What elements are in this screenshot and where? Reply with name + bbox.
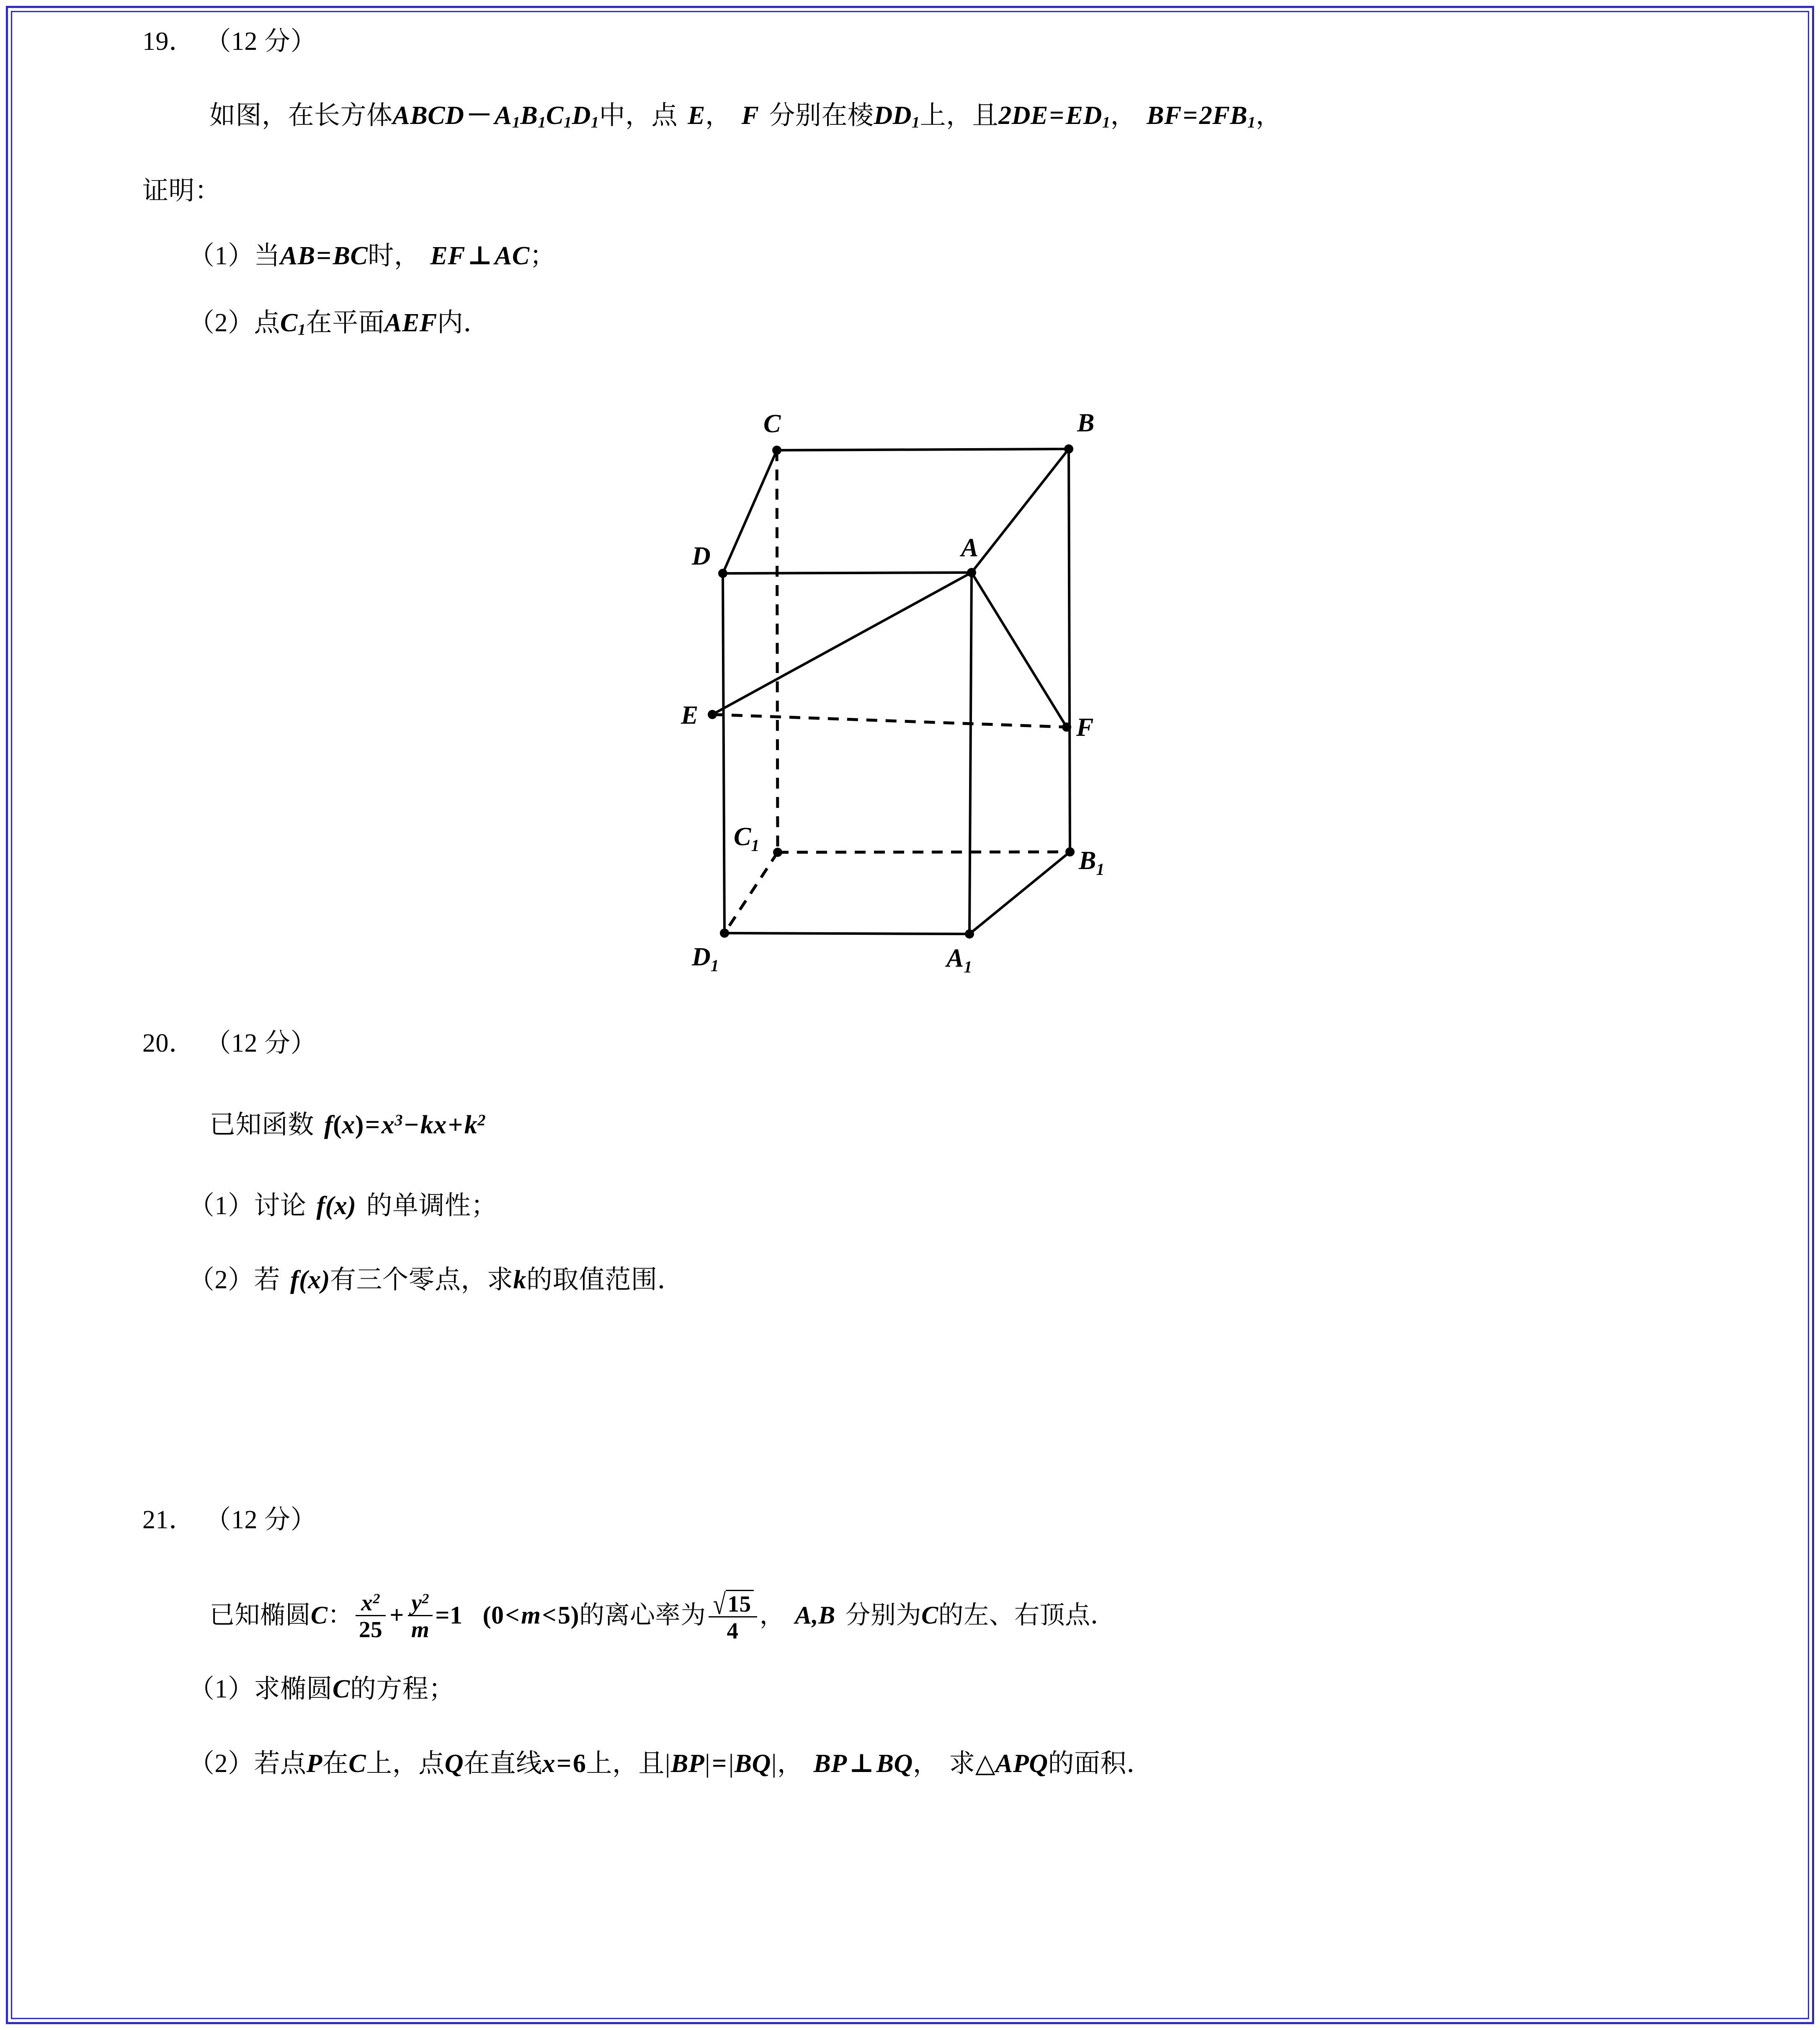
eq2-right: 2FB [1199, 101, 1248, 130]
p21-sub2-p: P [306, 1749, 322, 1778]
sub1-perp-left: EF [430, 242, 466, 270]
solid-a: A [494, 101, 512, 130]
solid-d: D [572, 101, 591, 130]
prove-label-text: 证明： [142, 177, 221, 205]
perp-icon: ⊥ [467, 242, 493, 270]
p21-stem-end: ． [1090, 1601, 1116, 1629]
solid-edges [712, 449, 1070, 934]
fn-eq: = [365, 1111, 380, 1139]
p21-sub1-text-b: 的方程； [350, 1675, 455, 1703]
p21-curve-c: C [311, 1601, 328, 1629]
p21-sub2-bq1: BQ [734, 1749, 771, 1778]
p21-range-m: m [521, 1601, 541, 1629]
vertex-label-E: E [681, 701, 699, 730]
sqrt-icon: √15 [712, 1590, 754, 1615]
vertex-label-C: C [763, 410, 781, 438]
p20-sub2-text-a: 若 [254, 1266, 281, 1294]
p21-plus: + [389, 1601, 404, 1629]
eq2-op: = [1183, 101, 1198, 130]
fn-kx: kx [420, 1111, 447, 1139]
p21-sub2-bp2: BP [813, 1749, 847, 1778]
p21-stem-mid: 的离心率为 [579, 1601, 706, 1629]
solid-a-index: 1 [512, 113, 521, 132]
problem-20-sub2 [188, 1267, 683, 1293]
sub2-point: C [280, 309, 298, 337]
p21-sub2-c: C [348, 1749, 366, 1778]
fn-k-power: 2 [477, 1111, 486, 1129]
p21-sub2-text-e: 上，且 [586, 1749, 665, 1778]
problem-19-stem [209, 103, 1282, 131]
point-e-label: E [688, 101, 705, 130]
p21-vertices-ab: A,B [795, 1601, 835, 1629]
p20-sub2-end: ． [657, 1266, 684, 1294]
sub1-marker: （1） [188, 242, 254, 270]
frac2-den: m [411, 1617, 430, 1643]
problem-21-heading [142, 1507, 317, 1533]
vertex-label-B1: $B_1$ [1079, 846, 1105, 879]
edge-dd1-index: 1 [911, 113, 920, 132]
sub1-text-a: 当 [254, 242, 281, 270]
p21-eq-one: =1 [435, 1601, 463, 1629]
vertex-label-F: F [1076, 713, 1094, 742]
solid-c-index: 1 [563, 113, 572, 132]
p20-sub2-text-c: 的取值范围 [526, 1266, 657, 1294]
solid-b-index: 1 [538, 113, 547, 132]
sub2-text-a: 点 [254, 309, 281, 337]
fn-minus: − [404, 1111, 419, 1139]
solid-dash: － [466, 101, 492, 130]
p21-colon: ： [327, 1601, 353, 1629]
fn-arg: x [342, 1111, 355, 1139]
problem-21-points: （12 分） [205, 1506, 317, 1534]
p21-sub2-line-eq: = [557, 1749, 572, 1778]
problem-19-points: （12 分） [205, 27, 317, 56]
sub1-perp-right: AC [495, 242, 530, 270]
sub1-eq-left: AB [280, 242, 315, 270]
p21-sub2-text-a: 若点 [254, 1749, 307, 1778]
p21-comma: ， [759, 1601, 785, 1629]
p21-range-lt2: < [542, 1601, 557, 1629]
problem-19-sub2 [188, 310, 490, 338]
solid-c: C [546, 101, 564, 130]
eq1-left: 2DE [998, 101, 1048, 130]
p21-sub1-text-a: 求椭圆 [254, 1675, 333, 1703]
ecc-den: 4 [727, 1618, 739, 1644]
cuboid-figure [653, 402, 1177, 997]
p21-stem-tail: 分别为 [845, 1601, 922, 1629]
p21-sub2-text-b: 在 [322, 1749, 349, 1778]
p21-sub1-marker: （1） [188, 1675, 254, 1703]
p21-sub2-end: ． [1127, 1749, 1153, 1778]
p20-sub2-marker: （2） [188, 1266, 254, 1294]
edge-dd1: DD [874, 101, 912, 130]
problem-20-number: 20． [142, 1029, 195, 1058]
sub1-end: ； [529, 242, 556, 270]
p21-sub2-text-d: 在直线 [464, 1749, 542, 1778]
problem-19-prove-label [142, 178, 221, 204]
fn-x: x [381, 1111, 395, 1139]
ellipse-frac-y [408, 1591, 433, 1641]
sub1-eq-op: = [316, 242, 332, 270]
vertex-label-C1: $C_1$ [734, 823, 760, 855]
p21-sub2-line-x: x [542, 1749, 556, 1778]
problem-21-number: 21． [142, 1506, 195, 1534]
eq1-op: = [1049, 101, 1065, 130]
problem-20-stem [209, 1112, 486, 1138]
sub2-marker: （2） [188, 309, 254, 337]
solid-d-index: 1 [590, 113, 599, 132]
p21-sub2-text-f: 求 [949, 1749, 975, 1778]
perp-icon-2: ⊥ [849, 1749, 874, 1778]
p21-sub2-comma2: ， [913, 1749, 939, 1778]
eq1-right: ED [1065, 101, 1102, 130]
p21-sub2-bp1: BP [670, 1749, 705, 1778]
sub2-text-c: 内 [437, 309, 464, 337]
problem-19-heading [142, 28, 317, 54]
fn-arg-close: ) [355, 1111, 364, 1139]
eq1-right-index: 1 [1102, 113, 1111, 132]
point-f-label: F [741, 101, 759, 130]
p20-sub1-fn: f(x) [316, 1192, 356, 1220]
p20-sub2-var: k [513, 1266, 526, 1294]
p21-sub2-marker: （2） [188, 1749, 254, 1778]
vertex-label-B: B [1077, 409, 1095, 437]
frac1-num-x: x [361, 1590, 373, 1615]
hidden-edges [712, 450, 1070, 933]
p21-sub2-q: Q [444, 1749, 464, 1778]
problem-19-stem-mid3: 上，且 [920, 101, 999, 130]
p21-range-open: (0 [482, 1601, 504, 1629]
vertex-label-D1: $D_1$ [692, 943, 719, 975]
triangle-icon: △ [975, 1749, 995, 1778]
frac2-num-pow: 2 [422, 1591, 429, 1607]
sub1-eq-right: BC [333, 242, 368, 270]
p21-sub2-line-val: 6 [572, 1749, 586, 1778]
p21-sub2-comma: ， [777, 1749, 804, 1778]
fn-plus: + [448, 1111, 463, 1139]
problem-21-stem [209, 1588, 1116, 1644]
p20-sub1-text-b: 的单调性； [366, 1192, 497, 1220]
cuboid-svg [653, 402, 1177, 997]
sub1-text-b: 时， [368, 242, 420, 270]
problem-20-points: （12 分） [205, 1029, 317, 1058]
p20-sub1-marker: （1） [188, 1192, 254, 1220]
sub2-text-b: 在平面 [306, 309, 385, 337]
vertex-dots [708, 444, 1075, 939]
comma-2: ， [1110, 101, 1137, 130]
p21-curve-c2: C [921, 1601, 938, 1629]
p20-sub2-text-b: 有三个零点，求 [330, 1266, 513, 1294]
p21-sub2-bq2: BQ [876, 1749, 913, 1778]
p21-stem-prefix: 已知椭圆 [209, 1601, 311, 1629]
p21-sub2-apq: APQ [995, 1749, 1048, 1778]
sub2-end: ． [463, 309, 490, 337]
problem-19-stem-mid2: 分别在棱 [769, 101, 874, 130]
problem-19-stem-mid1: 中，点 [599, 101, 678, 130]
p20-sub1-text-a: 讨论 [254, 1192, 307, 1220]
problem-20-stem-prefix: 已知函数 [209, 1111, 315, 1139]
p21-sub2-abs-eq: = [712, 1749, 727, 1778]
frac1-num-pow: 2 [373, 1591, 380, 1607]
sub2-plane: AEF [384, 309, 437, 337]
fn-k: k [464, 1111, 478, 1139]
eccentricity-frac [709, 1590, 757, 1642]
solid-b: B [520, 101, 538, 130]
p21-range-close: 5) [558, 1601, 580, 1629]
eq2-right-index: 1 [1247, 113, 1256, 132]
fn-x-power: 3 [394, 1111, 403, 1129]
ellipse-frac-x [356, 1591, 386, 1641]
p21-stem-tail2: 的左、右顶点 [938, 1601, 1090, 1629]
p20-sub2-fn: f(x) [290, 1266, 330, 1294]
problem-19-stem-prefix: 如图，在长方体 [209, 101, 393, 130]
solid-name-main: ABCD [392, 101, 464, 130]
problem-19-sub1 [188, 243, 556, 269]
frac2-num-y: y [411, 1590, 422, 1615]
ecc-radicand: 15 [726, 1590, 753, 1615]
fn-arg-open: ( [333, 1111, 342, 1139]
problem-20-sub1 [188, 1193, 497, 1219]
problem-19-number: 19． [142, 27, 195, 56]
problem-21-sub1 [188, 1676, 455, 1702]
vertex-label-A1: $A_1$ [946, 944, 972, 976]
p21-sub1-curve: C [333, 1675, 350, 1703]
p21-range-lt1: < [505, 1601, 520, 1629]
problem-21-sub2: （2）若点P在C上，点Q在直线x=6上，且|BP|=|BQ|， BP⊥BQ， 求△APQ的面积． [188, 1749, 1153, 1778]
problem-20-heading [142, 1030, 317, 1056]
sub2-point-index: 1 [297, 321, 306, 339]
vertex-label-D: D [692, 542, 711, 570]
p21-sub2-text-g: 的面积 [1048, 1749, 1127, 1778]
frac1-den: 25 [359, 1617, 383, 1643]
vertex-label-A: A [961, 534, 979, 562]
eq2-left: BF [1147, 101, 1182, 130]
fn-name: f [324, 1111, 333, 1139]
comma-3: ， [1255, 101, 1282, 130]
p21-sub2-text-c: 上，点 [366, 1749, 445, 1778]
comma-1: ， [705, 101, 732, 130]
